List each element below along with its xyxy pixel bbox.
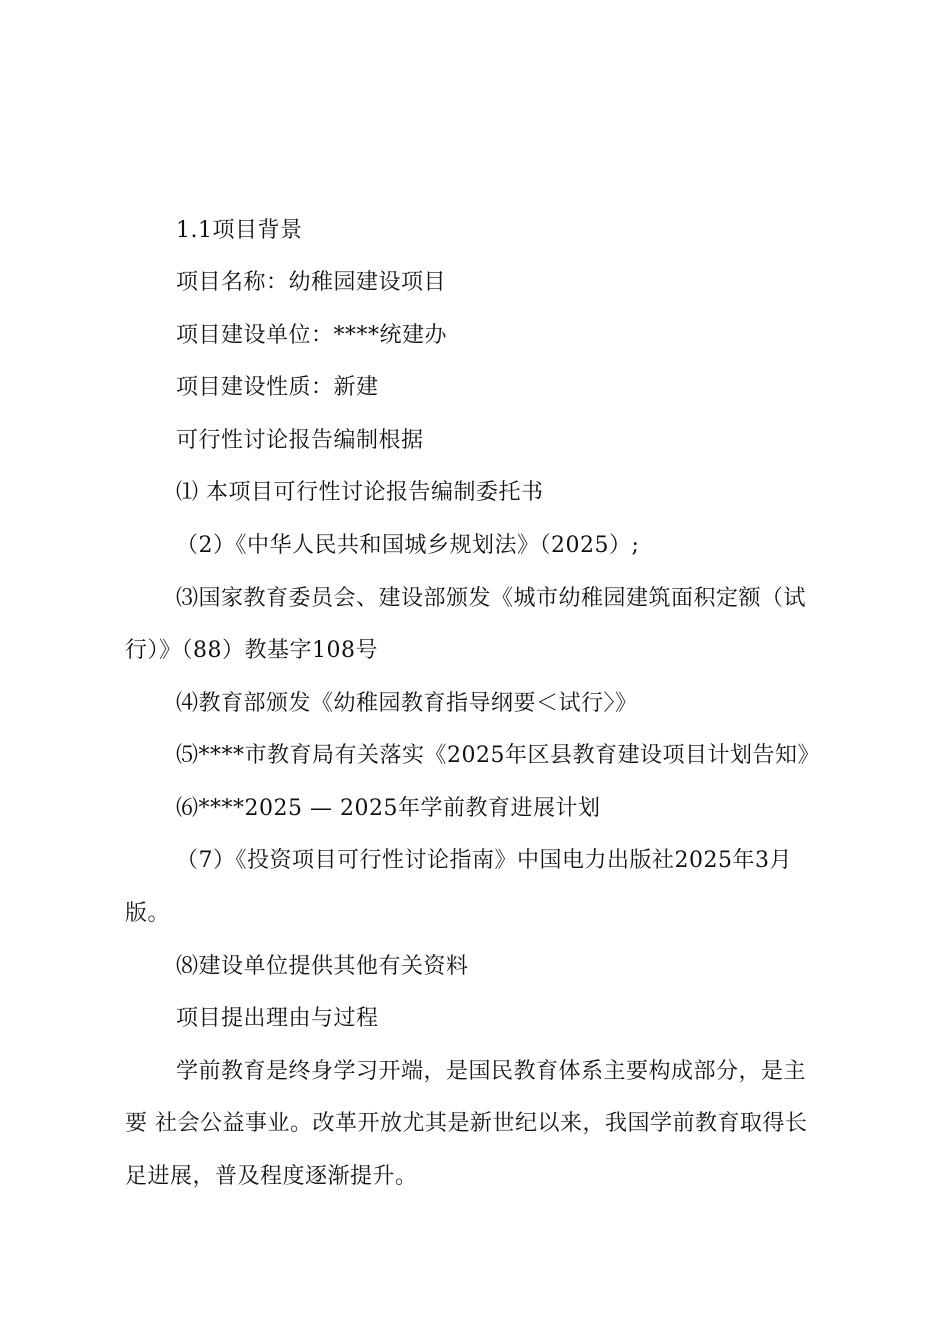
project-unit: 项目建设单位：****统建办 bbox=[176, 323, 448, 348]
basis-item-3-cont: 行）》（88）教基字108号 bbox=[125, 638, 378, 663]
reason-paragraph-line-1: 学前教育是终身学习开端，是国民教育体系主要构成部分，是主 bbox=[176, 1059, 807, 1084]
basis-item-8: ⑻建设单位提供其他有关资料 bbox=[176, 954, 469, 979]
basis-item-4: ⑷教育部颁发《幼稚园教育指导纲要＜试行〉》 bbox=[176, 691, 638, 716]
project-name: 项目名称：幼稚园建设项目 bbox=[176, 270, 447, 295]
basis-item-2: （2）《中华人民共和国城乡规划法》（2025）; bbox=[176, 533, 640, 558]
project-nature: 项目建设性质：新建 bbox=[176, 375, 379, 400]
basis-item-7: （7）《投资项目可行性讨论指南》中国电力出版社2025年3月 bbox=[176, 848, 792, 873]
basis-item-7-cont: 版。 bbox=[125, 901, 171, 926]
reason-paragraph-line-2: 要 社会公益事业。改革开放尤其是新世纪以来，我国学前教育取得长 bbox=[125, 1111, 808, 1136]
basis-item-5: ⑸****市教育局有关落实《2025年区县教育建设项目计划告知》 bbox=[176, 743, 820, 768]
basis-heading: 可行性讨论报告编制根据 bbox=[176, 428, 424, 453]
basis-item-3: ⑶国家教育委员会、建设部颁发《城市幼稚园建筑面积定额（试 bbox=[176, 586, 807, 611]
reason-paragraph-line-3: 足进展，普及程度逐渐提升。 bbox=[125, 1164, 418, 1189]
section-title: 1.1项目背景 bbox=[176, 218, 303, 243]
basis-item-1: ⑴ 本项目可行性讨论报告编制委托书 bbox=[176, 480, 544, 505]
basis-item-6: ⑹****2025 — 2025年学前教育进展计划 bbox=[176, 796, 601, 821]
reason-heading: 项目提出理由与过程 bbox=[176, 1006, 379, 1031]
